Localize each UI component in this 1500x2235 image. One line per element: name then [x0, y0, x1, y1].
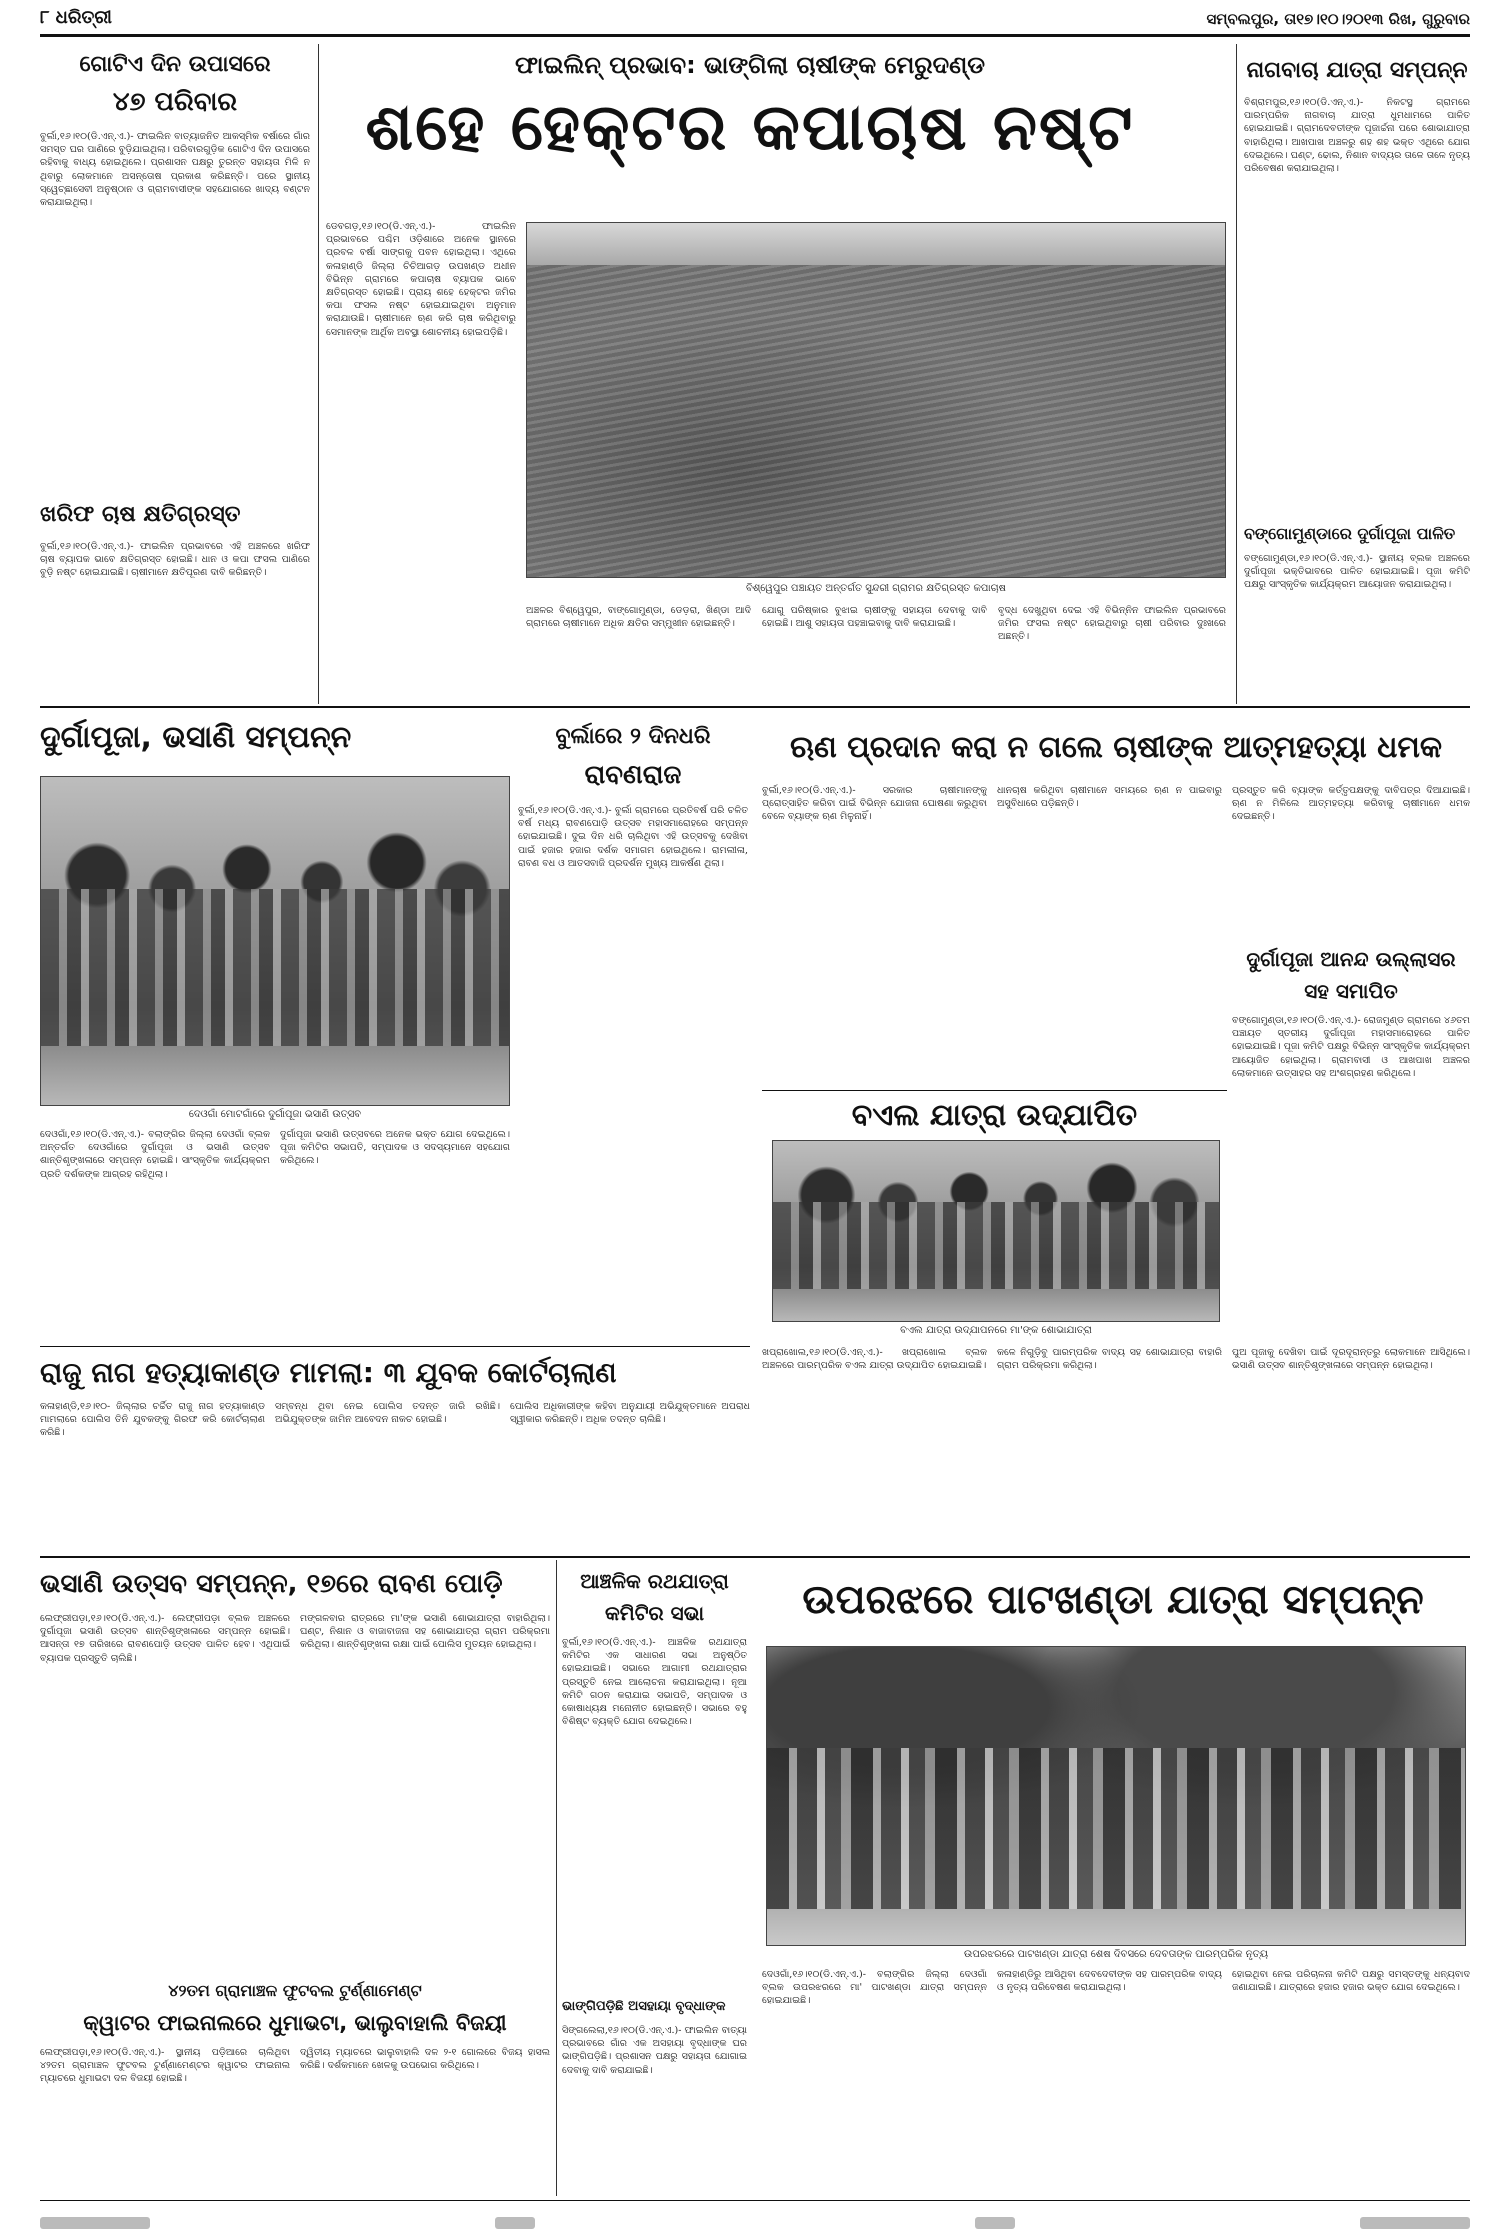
bail-yatra-caption: ବଏଲ ଯାତ୍ରା ଉଦ୍‌ଯାପନରେ ମା'ଙ୍କ ଶୋଭାଯାତ୍ରା — [900, 1325, 1092, 1336]
loan-suicide-headline: ଋଣ ପ୍ରଦାନ କରା ନ ଗଲେ ଚାଷୀଙ୍କ ଆତ୍ମହତ୍ୟା ଧମକ — [789, 730, 1443, 765]
bhasani-body-a: ଲେଫ୍ରୀପଡ଼ା,୧୬।୧୦(ଡି.ଏନ୍.ଏ.)- ଲେଫ୍ରୀପଡ଼ା ବ୍ଲକ ଅଞ୍ଚଳରେ ଦୁର୍ଗାପୂଜା ଭସାଣି ଉତ୍ସବ ଶାନ୍ତିଶୃଙ୍ଖଳାରେ ସମ୍ପନ୍ନ ହୋଇଛି। ଆସନ୍ତା ୧୭ ତାରିଖରେ ରାବଣପୋଡ଼ି ଉତ୍ସବ ପାଳିତ ହେବ। ଏଥିପାଇଁ ବ୍ୟାପକ ପ୍ରସ୍ତୁତି ଚାଲିଛି। — [40, 1613, 290, 1664]
kicker: ଫାଇଲିନ୍ ପ୍ରଭାବ: ଭାଙ୍ଗିଲା ଚାଷୀଙ୍କ ମେରୁଦଣ୍ଡ — [514, 51, 986, 79]
patkhanda-body-c: ହୋଇଥିବା ନେଇ ପରିଚାଳନା କମିଟି ପକ୍ଷରୁ ସମସ୍ତଙ୍କୁ ଧନ୍ୟବାଦ ଜଣାଯାଇଛି। ଯାତ୍ରାରେ ହଜାର ହଜାର ଭକ୍ତ ଯୋଗ ଦେଇଥିଲେ। — [1232, 1969, 1470, 1994]
court-body-b: ସମ୍ବନ୍ଧ ଥିବା ନେଇ ପୋଲିସ ତଦନ୍ତ ଜାରି ରଖିଛି। ଅଭିଯୁକ୍ତଙ୍କ ଜାମିନ ଆବେଦନ ନାକଚ ହୋଇଛି। — [275, 1401, 500, 1426]
masthead-rule — [40, 34, 1470, 37]
col-divider — [556, 1560, 557, 2196]
patkhanda-headline: ଉପରଝରେ ପାଟଖଣ୍ଡା ଯାତ୍ରା ସମ୍ପନ୍ନ — [802, 1577, 1424, 1623]
cotton-field-photo — [526, 222, 1226, 578]
football-body-a: ଲେଫ୍ରୀପଡ଼ା,୧୬।୧୦(ଡି.ଏନ୍.ଏ.)- ସ୍ଥାନୀୟ ପଡ଼ିଆରେ ଚାଲିଥିବା ୪୨ତମ ଗ୍ରାମାଞ୍ଚଳ ଫୁଟବଲ ଟୁର୍ଣ୍ଣାମେଣ୍ଟର କ୍ୱାଟର ଫାଇନାଲ ମ୍ୟାଚରେ ଧୁମାଭଟା ଦଳ ବିଜୟୀ ହୋଇଛି। — [40, 2047, 290, 2085]
bhasani-body-b: ମଙ୍ଗଳବାର ରାତ୍ରରେ ମା'ଙ୍କ ଭସାଣି ଶୋଭାଯାତ୍ରା ବାହାରିଥିଲା। ଘଣ୍ଟ, ନିଶାନ ଓ ବାଜାବାଜନା ସହ ଶୋଭାଯାତ୍ରା ଗ୍ରାମ ପରିକ୍ରମା କରିଥିଲା। ଶାନ୍ତିଶୃଙ୍ଖଳା ରକ୍ଷା ପାଇଁ ପୋଲିସ ମୁତୟନ ହୋଇଥିଲା। — [300, 1613, 550, 1651]
durga-anand-headline-line2: ସହ ସମାପିତ — [1304, 979, 1398, 1003]
rath-headline-line1: ଆଞ୍ଚଳିକ ରଥଯାତ୍ରା — [580, 1569, 729, 1593]
col1-mid-headline: ଖରିଫ ଚାଷ କ୍ଷତିଗ୍ରସ୍ତ — [40, 502, 241, 527]
dateline: ସମ୍ବଲପୁର, ତା୧୭।୧୦।୨୦୧୩ ରିଖ, ଗୁରୁବାର — [1206, 10, 1470, 28]
patkhanda-body-b: କଳାହାଣ୍ଡିରୁ ଆସିଥିବା ଦେବଦେବୀଙ୍କ ସହ ପାରମ୍ପରିକ ବାଦ୍ୟ ଓ ନୃତ୍ୟ ପରିବେଷଣ କରାଯାଇଥିଲା। — [997, 1969, 1222, 1994]
durga-procession-photo — [40, 776, 510, 1106]
bhangi-headline: ଭାଙ୍ଗିପଡ଼ିଛି ଅସହାୟା ବୃଦ୍ଧାଙ୍କ — [562, 1999, 726, 2014]
lead-body-under-a: ଅଞ୍ଚଳର ବିଶ୍ୱେପୁର, ବାଙ୍ଗୋମୁଣ୍ଡା, ଡେଡ଼ରା, ଖିଣ୍ଡା ଆଦି ଗ୍ରାମରେ ଚାଷୀମାନେ ଅଧିକ କ୍ଷତିର ସମ୍ମୁଖୀନ ହୋଇଛନ୍ତି। — [526, 605, 751, 630]
bail-yatra-photo — [772, 1140, 1220, 1322]
rath-headline-line2: କମିଟିର ସଭା — [604, 1601, 705, 1625]
lead-body-under-b: ଯୋଗୁ ପରିଷ୍କାର ବୁଝାଇ ଚାଷୀଙ୍କୁ ସହାୟତା ଦେବାକୁ ଦାବି ହୋଇଛି। ଆଶୁ ସହାୟତା ପହଞ୍ଚାଇବାକୁ ଦାବି କରାଯାଇଛି। — [762, 605, 987, 630]
col1-body: ବୁର୍ଲା,୧୬।୧୦(ଡି.ଏନ୍.ଏ.)- ଫାଇଲିନ ବାତ୍ୟାଜନିତ ଆକସ୍ମିକ ବର୍ଷାରେ ଗାଁର ସମସ୍ତ ଘର ପାଣିରେ ବୁଡ଼ିଯାଇଥିଲା। ପରିବାରଗୁଡ଼ିକ ଗୋଟିଏ ଦିନ ଉପାସରେ ରହିବାକୁ ବାଧ୍ୟ ହୋଇଥିଲେ। ପ୍ରଶାସନ ପକ୍ଷରୁ ତୁରନ୍ତ ସହାୟତା ମିଳି ନ ଥିବାରୁ ଲୋକମାନେ ଅସନ୍ତୋଷ ପ୍ରକାଶ କରିଛନ୍ତି। ପରେ ସ୍ଥାନୀୟ ସ୍ୱେଚ୍ଛାସେବୀ ଅନୁଷ୍ଠାନ ଓ ଗ୍ରାମବାସୀଙ୍କ ସହଯୋଗରେ ଖାଦ୍ୟ ବଣ୍ଟନ କରାଯାଇଥିଲା। — [40, 131, 310, 209]
col1-headline-line2: ୪୭ ପରିବାର — [112, 87, 238, 117]
col5-mid-headline: ବଙ୍ଗୋମୁଣ୍ଡାରେ ଦୁର୍ଗାପୂଜା ପାଳିତ — [1244, 524, 1456, 543]
col5-headline: ନାଗବାଚା ଯାତ୍ରା ସମ୍ପନ୍ନ — [1246, 58, 1468, 83]
col1-headline-line1: ଗୋଟିଏ ଦିନ ଉପାସରେ — [79, 52, 271, 77]
ravan-body: ବୁର୍ଲା,୧୬।୧୦(ଡି.ଏନ୍.ଏ.)- ବୁର୍ଲା ଗ୍ରାମରେ ପ୍ରତିବର୍ଷ ପରି ଚଳିତ ବର୍ଷ ମଧ୍ୟ ରାବଣପୋଡ଼ି ଉତ୍ସବ ମହାସମାରୋହରେ ସମ୍ପନ୍ନ ହୋଇଯାଇଛି। ଦୁଇ ଦିନ ଧରି ଚାଲିଥିବା ଏହି ଉତ୍ସବକୁ ଦେଖିବା ପାଇଁ ହଜାର ହଜାର ଦର୍ଶକ ସମାଗମ ହୋଇଥିଲେ। ରାମଲୀଳା, ରାବଣ ବଧ ଓ ଆତସବାଜି ପ୍ରଦର୍ଶନ ମୁଖ୍ୟ ଆକର୍ଷଣ ଥିଲା। — [518, 805, 748, 869]
durga-anand-cont: ପୁଅ ପୂଜାକୁ ଦେଖିବା ପାଇଁ ଦୂରଦୂରାନ୍ତରୁ ଲୋକମାନେ ଆସିଥିଲେ। ଭସାଣି ଉତ୍ସବ ଶାନ୍ତିଶୃଙ୍ଖଳାରେ ସମ୍ପନ୍ନ ହୋଇଥିଲା। — [1232, 1347, 1470, 1372]
page-label: ୮ ଧରିତ୍ରୀ — [40, 7, 112, 28]
patkhanda-photo — [766, 1646, 1466, 1946]
col1-mid-body: ବୁର୍ଲା,୧୬।୧୦(ଡି.ଏନ୍.ଏ.)- ଫାଇଲିନ ପ୍ରଭାବରେ ଏହି ଅଞ୍ଚଳରେ ଖରିଫ ଚାଷ ବ୍ୟାପକ ଭାବେ କ୍ଷତିଗ୍ରସ୍ତ ହୋଇଛି। ଧାନ ଓ କପା ଫସଲ ପାଣିରେ ବୁଡ଼ି ନଷ୍ଟ ହୋଇଯାଇଛି। ଚାଷୀମାନେ କ୍ଷତିପୂରଣ ଦାବି କରିଛନ୍ତି। — [40, 541, 310, 579]
lead-body-under-c: ବୃଦ୍ଧ ଦେଖୁଥିବା ଦେଇ ଏହି ବିଭିନ୍ନିନ ଫାଇଲିନ ପ୍ରଭାବରେ ଜମିର ଫସଲ ନଷ୍ଟ ହୋଇଥିବାରୁ ଚାଷୀ ପରିବାର ଦୁଃଖରେ ଅଛନ୍ତି। — [998, 605, 1226, 643]
cotton-field-caption: ବିଶ୍ୱେପୁର ପଞ୍ଚାୟତ ଅନ୍ତର୍ଗତ ସୁନ୍ଦରୀ ଗ୍ରାମର କ୍ଷତିଗ୍ରସ୍ତ କପାଚାଷ — [746, 583, 1006, 594]
patkhanda-caption: ଉପରଝରରେ ପାଟଖଣ୍ଡା ଯାତ୍ରା ଶେଷ ଦିବସରେ ଦେବତାଙ୍କ ପାରମ୍ପରିକ ନୃତ୍ୟ — [964, 1949, 1268, 1960]
durga-body-a: ଦେଓଗାଁ,୧୬।୧୦(ଡି.ଏନ୍.ଏ.)- ବଲାଙ୍ଗିର ଜିଲ୍ଲା ଦେଓଗାଁ ବ୍ଲକ ଅନ୍ତର୍ଗତ ଦେଓଗାଁରେ ଦୁର୍ଗାପୂଜା ଓ ଭସାଣି ଉତ୍ସବ ଶାନ୍ତିଶୃଙ୍ଖଳାରେ ସମ୍ପନ୍ନ ହୋଇଛି। ସାଂସ୍କୃତିକ କାର୍ଯ୍ୟକ୍ରମ ପ୍ରତି ଦର୍ଶକଙ୍କ ଆଗ୍ରହ ରହିଥିଲା। — [40, 1129, 270, 1180]
patkhanda-body-a: ଦେଓଗାଁ,୧୬।୧୦(ଡି.ଏନ୍.ଏ.)- ବଲାଙ୍ଗିର ଜିଲ୍ଲା ଦେଓଗାଁ ବ୍ଲକ ଉପରଝରରେ ମା' ପାଟଖଣ୍ଡା ଯାତ୍ରା ସମ୍ପନ୍ନ ହୋଇଯାଇଛି। — [762, 1969, 987, 2007]
football-headline-line2: କ୍ୱାଟର ଫାଇନାଲରେ ଧୁମାଭଟା, ଭାଲୁବାହାଲି ବିଜୟୀ — [83, 2011, 507, 2035]
lead-body-left: ଡେବଗଡ଼,୧୬।୧୦(ଡି.ଏନ୍.ଏ.)- ଫାଇଲିନ ପ୍ରଭାବରେ ପଶ୍ଚିମ ଓଡ଼ିଶାରେ ଅନେକ ସ୍ଥାନରେ ପ୍ରବଳ ବର୍ଷା ସାଙ୍ଗକୁ ପବନ ହୋଇଥିଲା। ଏଥିରେ କଳାହାଣ୍ଡି ଜିଲ୍ଲା ଚିଚିଆଗଡ଼ ଉପଖଣ୍ଡ ଅଧୀନ ବିଭିନ୍ନ ଗ୍ରାମରେ କପାଚାଷ ବ୍ୟାପକ ଭାବେ କ୍ଷତିଗ୍ରସ୍ତ ହୋଇଛି। ପ୍ରାୟ ଶହେ ହେକ୍ଟର ଜମିର କପା ଫସଲ ନଷ୍ଟ ହୋଇଯାଇଥିବା ଅନୁମାନ କରାଯାଉଛି। ଚାଷୀମାନେ ଋଣ କରି ଚାଷ କରିଥିବାରୁ ସେମାନଙ୍କ ଆର୍ଥିକ ଅବସ୍ଥା ଶୋଚନୀୟ ହୋଇପଡ଼ିଛି। — [326, 221, 516, 338]
football-headline-line1: ୪୨ତମ ଗ୍ରାମାଞ୍ଚଳ ଫୁଟବଲ ଟୁର୍ଣ୍ଣାମେଣ୍ଟ — [168, 1981, 422, 2000]
ravan-headline-line1: ବୁର୍ଲାରେ ୨ ଦିନଧରି — [555, 724, 711, 749]
durga-bhasani-headline: ଦୁର୍ଗାପୂଜା, ଭସାଣି ସମ୍ପନ୍ନ — [40, 720, 352, 755]
col-divider — [318, 44, 319, 704]
footer-marker — [975, 2217, 1015, 2229]
footer-marker — [1360, 2217, 1470, 2229]
ravan-headline-line2: ରାବଣରାଜ — [584, 760, 682, 790]
section-rule — [40, 706, 1470, 708]
col5-body: ବିଶ୍ରାମପୁର,୧୬।୧୦(ଡି.ଏନ୍.ଏ.)- ନିକଟସ୍ଥ ଗ୍ରାମରେ ପାରମ୍ପରିକ ନାଗବାଚା ଯାତ୍ରା ଧୁମଧାମରେ ପାଳିତ ହୋଇଯାଇଛି। ଗ୍ରାମଦେବତୀଙ୍କ ପୂଜାର୍ଚ୍ଚନା ପରେ ଶୋଭାଯାତ୍ରା ବାହାରିଥିଲା। ଆଖପାଖ ଅଞ୍ଚଳରୁ ଶହ ଶହ ଭକ୍ତ ଏଥିରେ ଯୋଗ ଦେଇଥିଲେ। ଘଣ୍ଟ, ଢୋଲ, ନିଶାନ ବାଦ୍ୟର ତାଳେ ତାଳେ ନୃତ୍ୟ ପରିବେଷଣ କରାଯାଇଥିଲା। — [1244, 97, 1470, 175]
bail-yatra-headline: ବଏଲ ଯାତ୍ରା ଉଦ୍‌ଯାପିତ — [851, 1098, 1138, 1133]
section-rule — [40, 1556, 1470, 1558]
col5-mid-body: ବଙ୍ଗୋମୁଣ୍ଡା,୧୬।୧୦(ଡି.ଏନ୍.ଏ.)- ସ୍ଥାନୀୟ ବ୍ଲକ ଅଞ୍ଚଳରେ ଦୁର୍ଗାପୂଜା ଭକ୍ତିଭାବରେ ପାଳିତ ହୋଇଯାଇଛି। ପୂଜା କମିଟି ପକ୍ଷରୁ ସାଂସ୍କୃତିକ କାର୍ଯ୍ୟକ୍ରମ ଆୟୋଜନ କରାଯାଇଥିଲା। — [1244, 553, 1470, 591]
loan-body-b: ଧାନଚାଷ କରିଥିବା ଚାଷୀମାନେ ସମୟରେ ଋଣ ନ ପାଇବାରୁ ଅସୁବିଧାରେ ପଡ଼ିଛନ୍ତି। — [997, 785, 1222, 810]
section-rule — [762, 1090, 1227, 1091]
bhasani-headline: ଭସାଣି ଉତ୍ସବ ସମ୍ପନ୍ନ, ୧୭ରେ ରାବଣ ପୋଡ଼ି — [40, 1569, 503, 1599]
footer-marker — [40, 2217, 150, 2229]
bhangi-body: ସିଙ୍ଗଲେଲା,୧୬।୧୦(ଡି.ଏନ୍.ଏ.)- ଫାଇଲିନ ବାତ୍ୟା ପ୍ରଭାବରେ ଗାଁର ଏକ ଅସହାୟା ବୃଦ୍ଧାଙ୍କ ଘର ଭାଙ୍ଗିପଡ଼ିଛି। ପ୍ରଶାସନ ପକ୍ଷରୁ ସହାୟତା ଯୋଗାଇ ଦେବାକୁ ଦାବି କରାଯାଇଛି। — [562, 2025, 747, 2076]
durga-anand-body: ବଙ୍ଗୋମୁଣ୍ଡା,୧୬।୧୦(ଡି.ଏନ୍.ଏ.)- ରୋଜମୁଣ୍ଡ ଗ୍ରାମରେ ୪୬ତମ ପଞ୍ଚାୟତ ସ୍ତରୀୟ ଦୁର୍ଗାପୂଜା ମହାସମାରୋହରେ ପାଳିତ ହୋଇଯାଇଛି। ପୂଜା କମିଟି ପକ୍ଷରୁ ବିଭିନ୍ନ ସାଂସ୍କୃତିକ କାର୍ଯ୍ୟକ୍ରମ ଆୟୋଜିତ ହୋଇଥିଲା। ଗ୍ରାମବାସୀ ଓ ଆଖପାଖ ଅଞ୍ଚଳର ଲୋକମାନେ ଉତ୍ସାହର ସହ ଅଂଶଗ୍ରହଣ କରିଥିଲେ। — [1232, 1015, 1470, 1079]
loan-body-a: ବୁର୍ଲା,୧୬।୧୦(ଡି.ଏନ୍.ଏ.)- ସରକାର ଚାଷୀମାନଙ୍କୁ ପ୍ରୋତ୍ସାହିତ କରିବା ପାଇଁ ବିଭିନ୍ନ ଯୋଜନା ଘୋଷଣା କରୁଥିବା ବେଳେ ବ୍ୟାଙ୍କ ଋଣ ମିଳୁନାହିଁ। — [762, 785, 987, 823]
bail-body-a: ଖପ୍ରାଖୋଲ,୧୬।୧୦(ଡି.ଏନ୍.ଏ.)- ଖପ୍ରାଖୋଲ ବ୍ଲକ ଅଞ୍ଚଳରେ ପାରମ୍ପରିକ ବଏଲ ଯାତ୍ରା ଉଦ୍‌ଯାପିତ ହୋଇଯାଇଛି। — [762, 1347, 987, 1372]
loan-body-c: ପ୍ରସ୍ତୁତ କରି ବ୍ୟାଙ୍କ କର୍ତ୍ତୃପକ୍ଷଙ୍କୁ ଦାବିପତ୍ର ଦିଆଯାଇଛି। ଋଣ ନ ମିଳିଲେ ଆତ୍ମହତ୍ୟା କରିବାକୁ ଚାଷୀମାନେ ଧମକ ଦେଇଛନ୍ତି। — [1232, 785, 1470, 823]
football-body-b: ଦ୍ୱିତୀୟ ମ୍ୟାଚରେ ଭାଲୁବାହାଲି ଦଳ ୨-୧ ଗୋଲରେ ବିଜୟ ହାସଲ କରିଛି। ଦର୍ଶକମାନେ ଖେଳକୁ ଉପଭୋଗ କରିଥିଲେ। — [300, 2047, 550, 2072]
lead-headline: ଶହେ ହେକ୍ଟର କପାଚାଷ ନଷ୍ଟ — [365, 91, 1135, 165]
rath-body: ବୁର୍ଲା,୧୬।୧୦(ଡି.ଏନ୍.ଏ.)- ଆଞ୍ଚଳିକ ରଥଯାତ୍ରା କମିଟିର ଏକ ସାଧାରଣ ସଭା ଅନୁଷ୍ଠିତ ହୋଇଯାଇଛି। ସଭାରେ ଆଗାମୀ ରଥଯାତ୍ରାର ପ୍ରସ୍ତୁତି ନେଇ ଆଲୋଚନା କରାଯାଇଥିଲା। ନୂଆ କମିଟି ଗଠନ କରାଯାଇ ସଭାପତି, ସମ୍ପାଦକ ଓ କୋଷାଧ୍ୟକ୍ଷ ମନୋନୀତ ହୋଇଛନ୍ତି। ସଭାରେ ବହୁ ବିଶିଷ୍ଟ ବ୍ୟକ୍ତି ଯୋଗ ଦେଇଥିଲେ। — [562, 1637, 747, 1728]
col-divider — [1236, 44, 1237, 704]
section-rule — [40, 1346, 750, 1347]
court-body-a: କଳାହାଣ୍ଡି,୧୬।୧୦- ଜିଲ୍ଲାର ଚର୍ଚ୍ଚିତ ରାଜୁ ନାଗ ହତ୍ୟାକାଣ୍ଡ ମାମଲାରେ ପୋଲିସ ତିନି ଯୁବକଙ୍କୁ ଗିରଫ କରି କୋର୍ଟଚାଲାଣ କରିଛି। — [40, 1401, 265, 1439]
footer-marker — [495, 2217, 535, 2229]
raju-nag-headline: ରାଜୁ ନାଗ ହତ୍ୟାକାଣ୍ଡ ମାମଲା: ୩ ଯୁବକ କୋର୍ଟଚାଲାଣ — [40, 1356, 617, 1389]
bail-body-b: କଳେ ନିଗୁଡ଼ିବୁ ପାରମ୍ପରିକ ବାଦ୍ୟ ସହ ଶୋଭାଯାତ୍ରା ବାହାରି ଗ୍ରାମ ପରିକ୍ରମା କରିଥିଲା। — [997, 1347, 1222, 1372]
durga-procession-caption: ଦେଓଗାଁ ମୋଟଗାଁରେ ଦୁର୍ଗାପୂଜା ଭସାଣି ଉତ୍ସବ — [188, 1109, 362, 1120]
footer-rule — [40, 2200, 1470, 2201]
durga-body-b: ଦୁର୍ଗାପୂଜା ଭସାଣି ଉତ୍ସବରେ ଅନେକ ଭକ୍ତ ଯୋଗ ଦେଇଥିଲେ। ପୂଜା କମିଟିର ସଭାପତି, ସମ୍ପାଦକ ଓ ସଦସ୍ୟମାନେ ସହଯୋଗ କରିଥିଲେ। — [280, 1129, 510, 1167]
court-body-c: ପୋଲିସ ଅଧିକାରୀଙ୍କ କହିବା ଅନୁଯାୟୀ ଅଭିଯୁକ୍ତମାନେ ଅପରାଧ ସ୍ୱୀକାର କରିଛନ୍ତି। ଅଧିକ ତଦନ୍ତ ଚାଲିଛି। — [510, 1401, 750, 1426]
durga-anand-headline-line1: ଦୁର୍ଗାପୂଜା ଆନନ୍ଦ ଉଲ୍ଲାସର — [1246, 947, 1456, 971]
